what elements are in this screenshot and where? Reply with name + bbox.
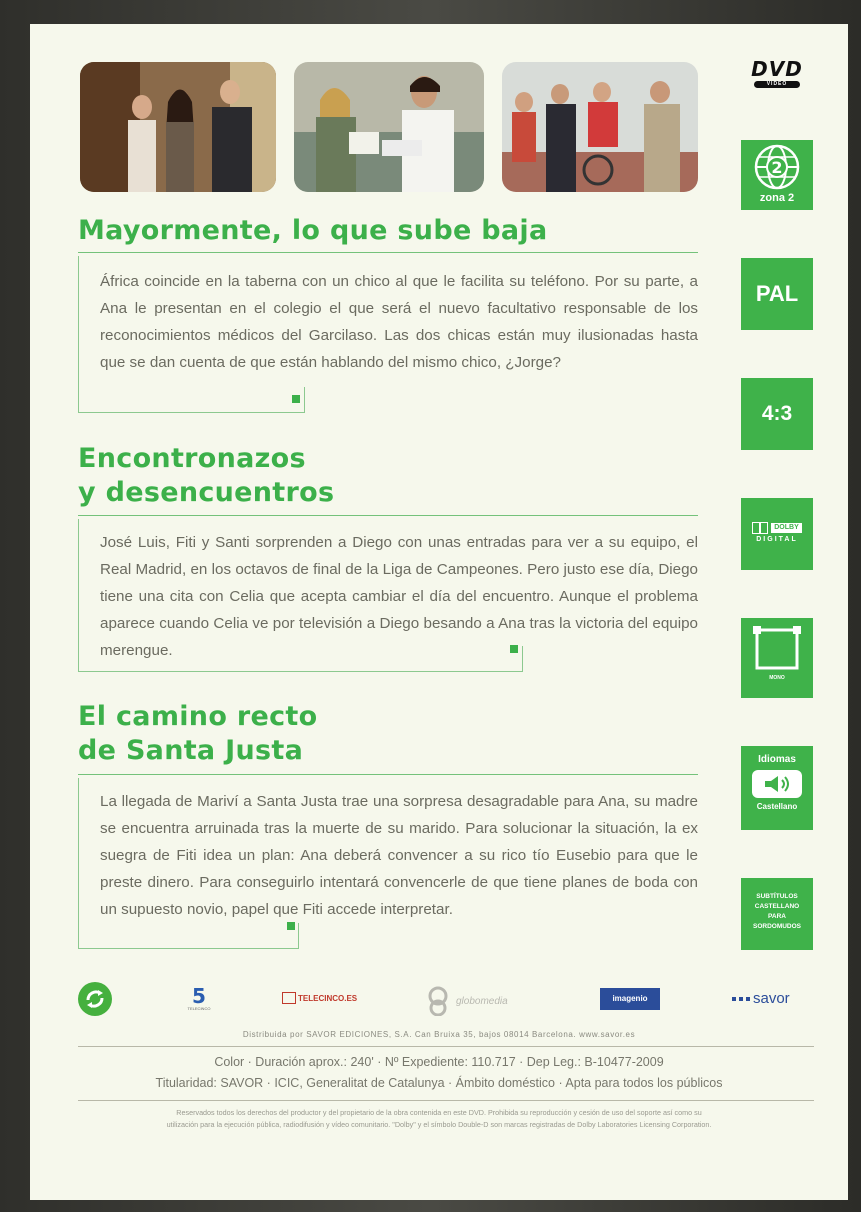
dvd-logo-sub: VIDEO [754, 81, 800, 88]
languages-title: Idiomas [758, 754, 796, 765]
title-underline [78, 252, 698, 253]
legal-line-2: utilización para la ejecución pública, radiodifusión y vídeo comunitario. "Dolby" y el símbolo Double-D son marcas registradas de Dolby Laboratories Licensing Corporation. [166, 1120, 712, 1129]
savor-label: savor [753, 990, 790, 1007]
savor-logo [732, 990, 790, 1007]
synopsis-frame-side [304, 387, 305, 412]
mono-speaker-icon [749, 624, 805, 674]
episode-2-synopsis: José Luis, Fiti y Santi sorprenden a Diego con unas entradas para ver a su equipo, el Real Madrid, en los octavos de final de la Liga de Campeones. Pero justo ese día, Diego tiene una cita con Celia que acepta cambiar el día del encuentro. Aunque el problema aparece cuando Celia ve por televisión a Diego besando a Ana tras la victoria del equipo merengue. [100, 534, 698, 659]
subtitles-line: SUBTÍTULOS [756, 893, 798, 900]
telecinco-es-logo [282, 992, 357, 1004]
region-zone-badge [741, 140, 813, 210]
double-d-icon [752, 522, 768, 534]
subtitles-line: SORDOMUDOS [752, 923, 802, 930]
aspect-ratio-badge: 4:3 [741, 378, 813, 450]
globomedia-icon [426, 986, 450, 1016]
digital-label: DIGITAL [756, 536, 798, 543]
synopsis-frame-side [298, 923, 299, 948]
languages-value: Castellano [756, 802, 798, 811]
pal-badge: PAL [741, 258, 813, 330]
mono-label: MONO [769, 675, 785, 681]
dvd-video-logo [744, 58, 810, 88]
globe-icon [753, 143, 801, 191]
zone-number: 2 [771, 158, 783, 177]
languages-badge [741, 746, 813, 830]
zone-label: zona 2 [759, 192, 795, 204]
episode-1-synopsis: África coincide en la taberna con un chico al que le facilita su teléfono. Por su parte, a Ana le presentan en el colegio el que será el nuevo facultativo responsable de los reconocimientos médicos del Garcilaso. Las dos chicas están muy ilusionadas hasta que se dan cuenta de que están hablando del mismo chico, ¿Jorge? [100, 273, 698, 371]
recycle-icon [78, 982, 112, 1016]
title-underline [78, 774, 698, 775]
specs-line-1: Color · Duración aprox.: 240' · Nº Expediente: 110.717 · Dep Leg.: B-10477-2009 [214, 1055, 664, 1069]
episode-3-title-line-2: de Santa Justa [78, 735, 304, 766]
episode-3-synopsis: La llegada de Mariví a Santa Justa trae una sorpresa desagradable para Ana, su madre se encuentra arruinada tras la muerte de su marido. Para solucionar la situación, la ex suegra de Fiti idea un plan: Ana deberá convencer a su rico tío Eusebio para que le preste dinero. Para conseguirlo intentará convencerle de que tiene planes de boda con un supuesto novio, papel que Fiti accede interpretar. [100, 793, 698, 918]
still-photo-3 [502, 62, 698, 192]
episode-2-title-line-1: Encontronazos [78, 443, 306, 474]
footer-divider [78, 1100, 814, 1101]
dolby-digital-badge [741, 498, 813, 570]
still-photo-2 [294, 62, 484, 192]
end-square [510, 645, 518, 653]
dolby-label: DOLBY [771, 523, 802, 533]
speaker-icon [752, 770, 802, 798]
five-logo-label: TELECINCO [187, 1006, 211, 1011]
telecinco-five-logo: 5 TELECINCO [187, 984, 211, 1011]
still-photo-1 [80, 62, 276, 192]
specs-line-2: Titularidad: SAVOR · ICIC, Generalitat de Catalunya · Ámbito doméstico · Apta para todos los públicos [155, 1076, 723, 1090]
mono-audio-badge [741, 618, 813, 698]
end-square [287, 922, 295, 930]
globomedia-label: globomedia [456, 995, 508, 1007]
dvd-logo-text: DVD [751, 57, 803, 81]
episode-3-title-line-1: El camino recto [78, 701, 318, 732]
synopsis-frame-bottom [78, 412, 304, 413]
back-cover [30, 24, 848, 1200]
end-square [292, 395, 300, 403]
imagenio-logo: imagenio [600, 988, 660, 1010]
title-underline [78, 515, 698, 516]
episode-2-title-line-2: y desencuentros [78, 477, 335, 508]
episode-1-title: Mayormente, lo que sube baja [78, 215, 548, 246]
footer-divider [78, 1046, 814, 1047]
subtitles-line: CASTELLANO [754, 903, 800, 910]
telecinco-icon [282, 992, 296, 1004]
telecinco-label: TELECINCO.ES [298, 993, 358, 1003]
legal-line-1: Reservados todos los derechos del productor y del propietario de la obra contenida en este DVD. Prohibida su reproducción y cesión de uso del soporte así como su [176, 1108, 702, 1117]
subtitles-badge [741, 878, 813, 950]
subtitles-line: PARA [768, 913, 786, 920]
distribution-credit: Distribuida por SAVOR EDICIONES, S.A. Can Bruixa 35, bajos 08014 Barcelona. www.savor.es [242, 1030, 636, 1039]
globomedia-logo [426, 986, 508, 1016]
